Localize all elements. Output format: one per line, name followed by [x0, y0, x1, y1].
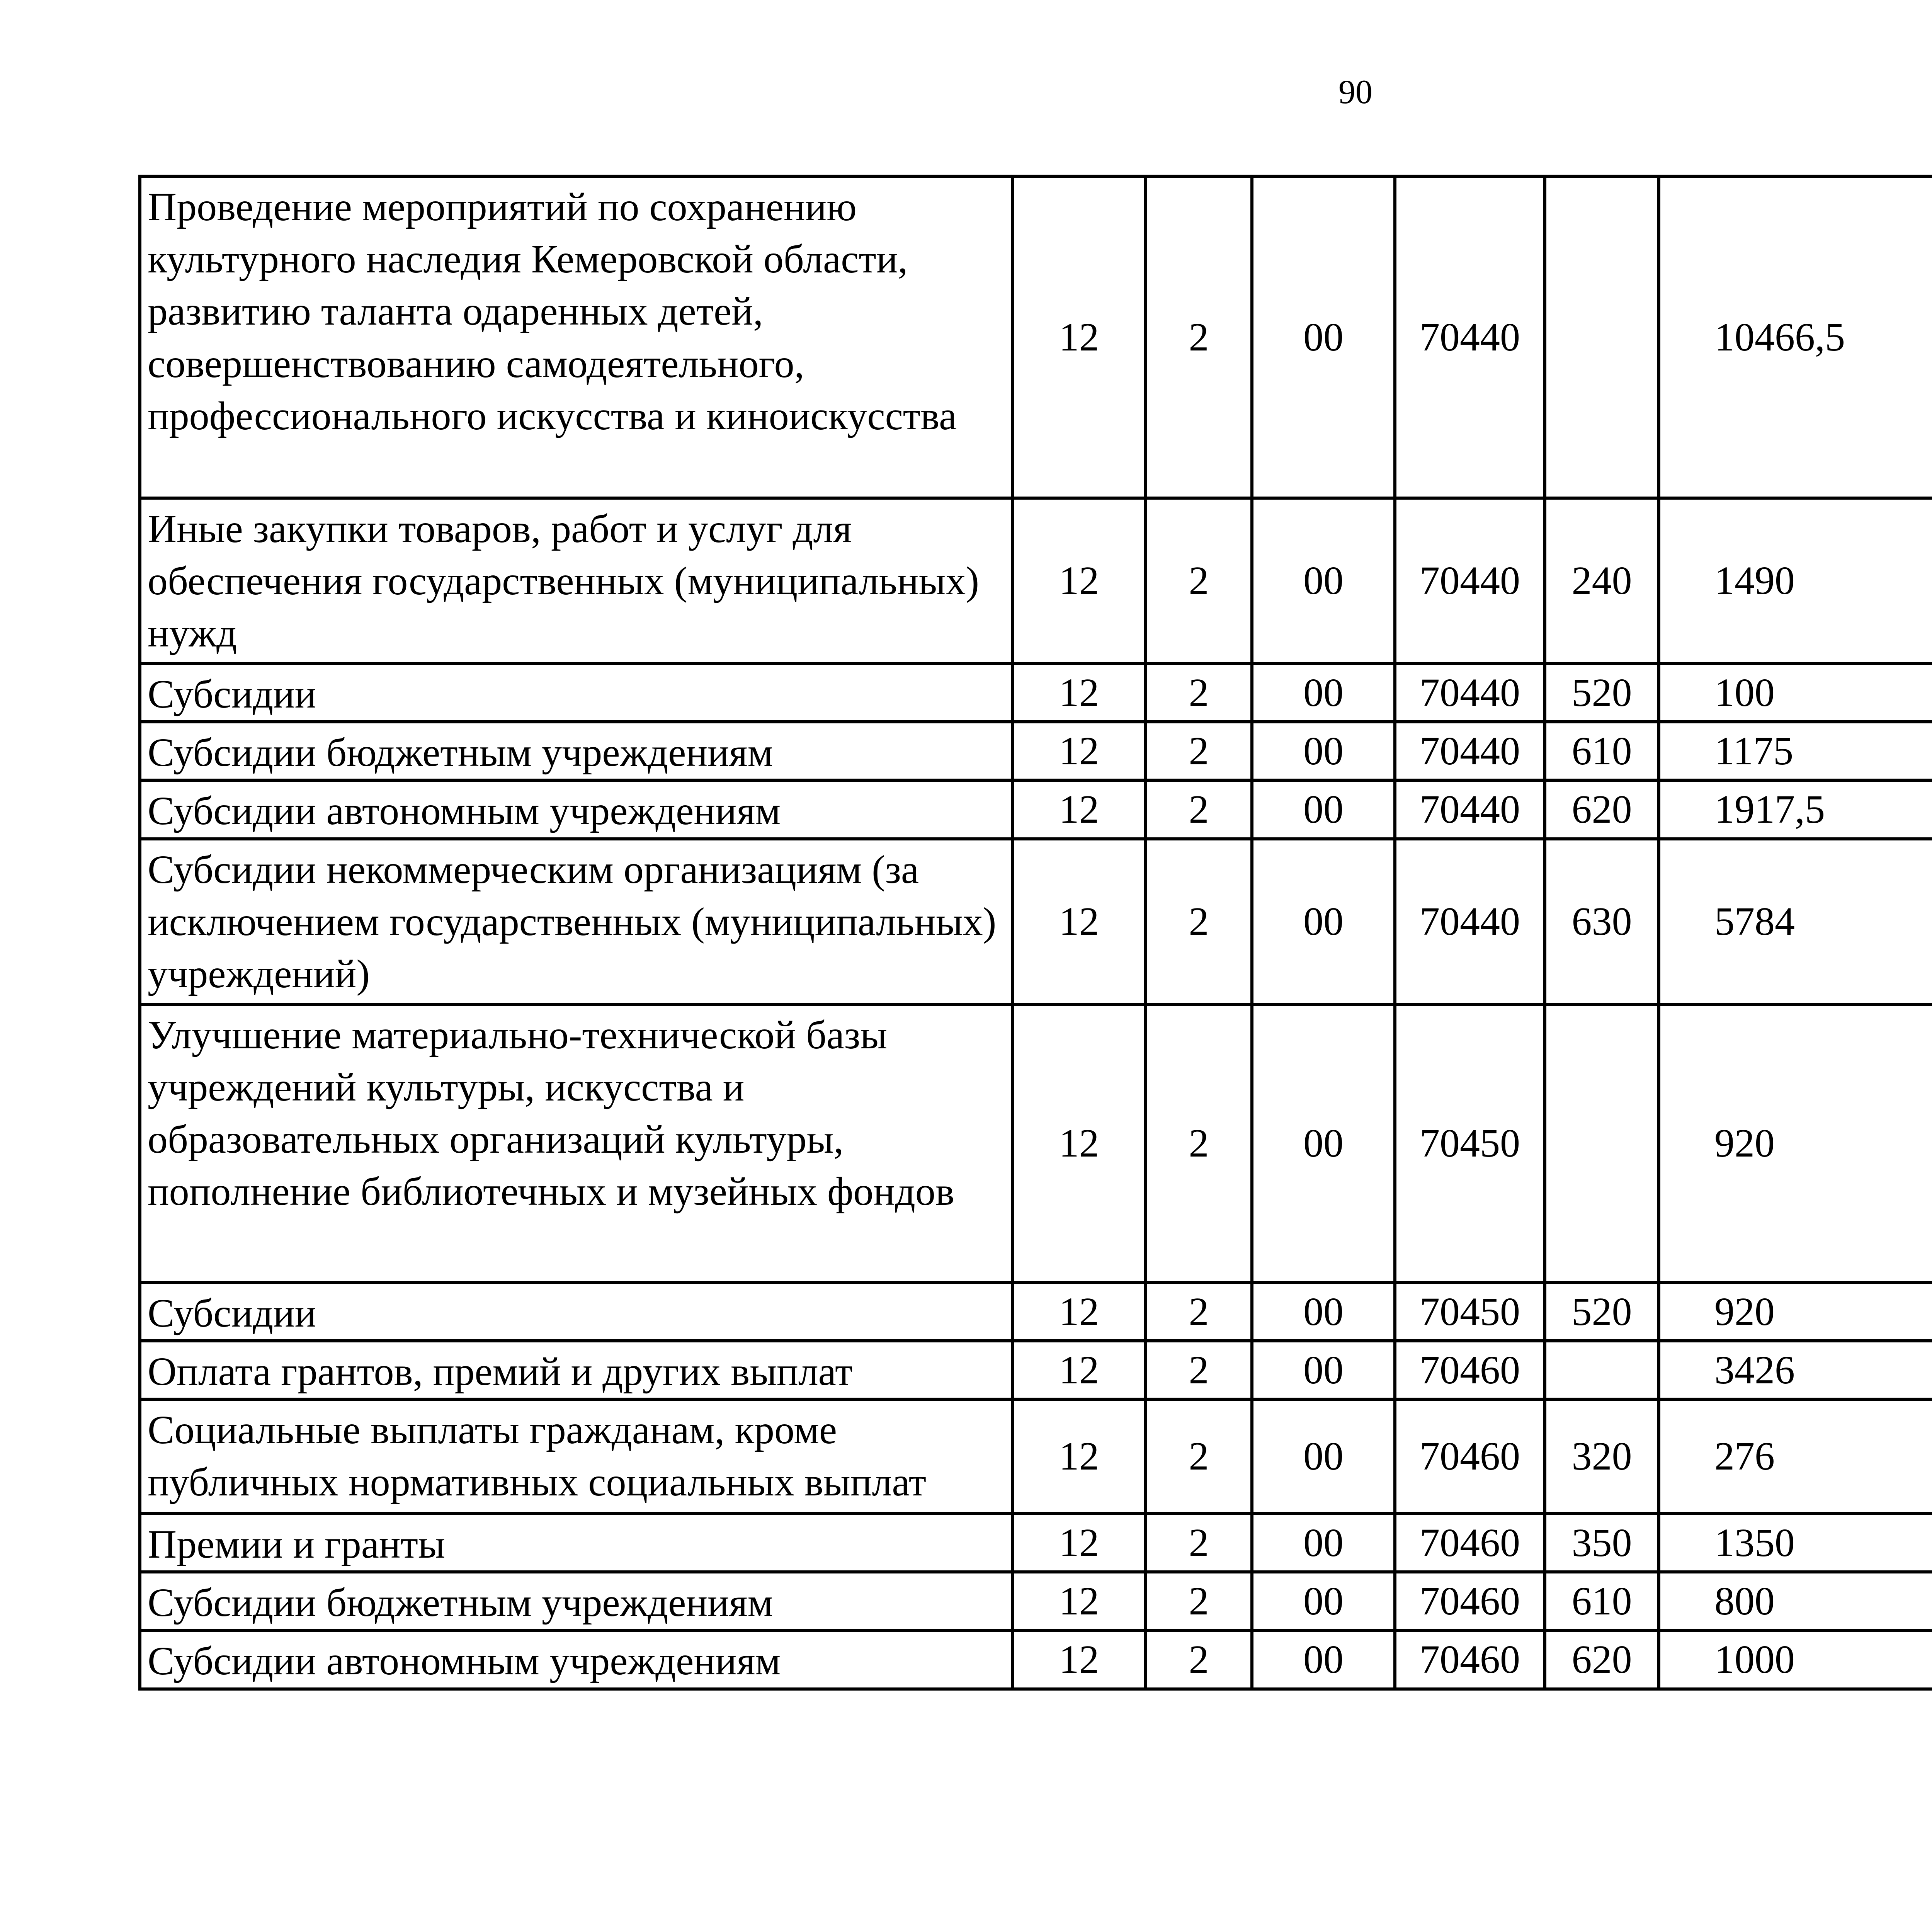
program-code: 2: [1146, 1004, 1252, 1283]
direction-code: 70460: [1395, 1341, 1545, 1399]
subprogram-code: 00: [1252, 1572, 1395, 1630]
program-code: 2: [1146, 176, 1252, 498]
section-code: 12: [1012, 1572, 1146, 1630]
section-code: 12: [1012, 663, 1146, 722]
subprogram-code: 00: [1252, 1514, 1395, 1572]
amount-year-1: 1000: [1659, 1630, 1932, 1689]
table-row: [140, 839, 1932, 1004]
table-row: [140, 498, 1932, 663]
table-row: [140, 1399, 1932, 1514]
amount-year-1: 1175: [1659, 722, 1932, 780]
amount-year-1: 10466,5: [1659, 176, 1932, 498]
amount-year-1: 800: [1659, 1572, 1932, 1630]
subprogram-code: 00: [1252, 176, 1395, 498]
row-name: Субсидии автономным учреждениям: [140, 780, 1012, 839]
table-row: [140, 1514, 1932, 1572]
subprogram-code: 00: [1252, 1399, 1395, 1514]
program-code: 2: [1146, 1514, 1252, 1572]
section-code: 12: [1012, 1630, 1146, 1689]
subprogram-code: 00: [1252, 780, 1395, 839]
amount-year-1: 100: [1659, 663, 1932, 722]
table-row: [140, 722, 1932, 780]
row-name: Премии и гранты: [140, 1514, 1012, 1572]
row-name: Субсидии автономным учреждениям: [140, 1630, 1012, 1689]
program-code: 2: [1146, 839, 1252, 1004]
direction-code: 70440: [1395, 498, 1545, 663]
subprogram-code: 00: [1252, 1004, 1395, 1283]
subprogram-code: 00: [1252, 839, 1395, 1004]
budget-table: [138, 175, 1932, 1691]
section-code: 12: [1012, 1283, 1146, 1341]
program-code: 2: [1146, 498, 1252, 663]
row-name: Субсидии бюджетным учреждениям: [140, 1572, 1012, 1630]
program-code: 2: [1146, 1630, 1252, 1689]
table-row: [140, 663, 1932, 722]
section-code: 12: [1012, 1399, 1146, 1514]
section-code: 12: [1012, 780, 1146, 839]
row-name: Субсидии бюджетным учреждениям: [140, 722, 1012, 780]
row-name: Субсидии некоммерческим организациям (за исключением государственных (муниципальных) учреждений): [140, 839, 1012, 1004]
direction-code: 70450: [1395, 1283, 1545, 1341]
page-number: 90: [1338, 73, 1372, 111]
row-name: Социальные выплаты гражданам, кроме публичных нормативных социальных выплат: [140, 1399, 1012, 1514]
program-code: 2: [1146, 780, 1252, 839]
row-name: Субсидии: [140, 1283, 1012, 1341]
section-code: 12: [1012, 722, 1146, 780]
subprogram-code: 00: [1252, 1630, 1395, 1689]
section-code: 12: [1012, 176, 1146, 498]
expense-type-code: 240: [1545, 498, 1659, 663]
amount-year-1: 1350: [1659, 1514, 1932, 1572]
amount-year-1: 276: [1659, 1399, 1932, 1514]
table-row: [140, 1341, 1932, 1399]
section-code: 12: [1012, 1341, 1146, 1399]
direction-code: 70440: [1395, 780, 1545, 839]
subprogram-code: 00: [1252, 722, 1395, 780]
table-row: [140, 1283, 1932, 1341]
expense-type-code: 620: [1545, 1630, 1659, 1689]
direction-code: 70440: [1395, 176, 1545, 498]
program-code: 2: [1146, 1399, 1252, 1514]
amount-year-1: 1917,5: [1659, 780, 1932, 839]
subprogram-code: 00: [1252, 1341, 1395, 1399]
direction-code: 70440: [1395, 722, 1545, 780]
row-name: Улучшение материально-технической базы учреждений культуры, искусства и образовательных организаций культуры, пополнение библиотечных и музейных фондов: [140, 1004, 1012, 1283]
amount-year-1: 920: [1659, 1004, 1932, 1283]
direction-code: 70460: [1395, 1514, 1545, 1572]
section-code: 12: [1012, 1514, 1146, 1572]
row-name: Проведение мероприятий по сохранению культурного наследия Кемеровской области, развитию таланта одаренных детей, совершенствованию самодеятельного, профессионального искусства и киноискусства: [140, 176, 1012, 498]
table-row: [140, 176, 1932, 498]
row-name: Оплата грантов, премий и других выплат: [140, 1341, 1012, 1399]
direction-code: 70440: [1395, 663, 1545, 722]
program-code: 2: [1146, 1341, 1252, 1399]
direction-code: 70450: [1395, 1004, 1545, 1283]
expense-type-code: 520: [1545, 1283, 1659, 1341]
section-code: 12: [1012, 498, 1146, 663]
row-name: Субсидии: [140, 663, 1012, 722]
amount-year-1: 920: [1659, 1283, 1932, 1341]
direction-code: 70460: [1395, 1399, 1545, 1514]
expense-type-code: 610: [1545, 1572, 1659, 1630]
subprogram-code: 00: [1252, 498, 1395, 663]
subprogram-code: 00: [1252, 663, 1395, 722]
table-row: [140, 1572, 1932, 1630]
expense-type-code: 520: [1545, 663, 1659, 722]
expense-type-code: 610: [1545, 722, 1659, 780]
direction-code: 70440: [1395, 839, 1545, 1004]
amount-year-1: 5784: [1659, 839, 1932, 1004]
section-code: 12: [1012, 1004, 1146, 1283]
subprogram-code: 00: [1252, 1283, 1395, 1341]
program-code: 2: [1146, 1572, 1252, 1630]
expense-type-code: 320: [1545, 1399, 1659, 1514]
table-row: [140, 1004, 1932, 1283]
direction-code: 70460: [1395, 1572, 1545, 1630]
program-code: 2: [1146, 722, 1252, 780]
amount-year-1: 3426: [1659, 1341, 1932, 1399]
table-row: [140, 780, 1932, 839]
direction-code: 70460: [1395, 1630, 1545, 1689]
program-code: 2: [1146, 1283, 1252, 1341]
expense-type-code: 620: [1545, 780, 1659, 839]
row-name: Иные закупки товаров, работ и услуг для обеспечения государственных (муниципальных) нужд: [140, 498, 1012, 663]
section-code: 12: [1012, 839, 1146, 1004]
amount-year-1: 1490: [1659, 498, 1932, 663]
expense-type-code: 350: [1545, 1514, 1659, 1572]
expense-type-code: [1545, 1004, 1659, 1283]
table-row: [140, 1630, 1932, 1689]
expense-type-code: [1545, 1341, 1659, 1399]
program-code: 2: [1146, 663, 1252, 722]
expense-type-code: 630: [1545, 839, 1659, 1004]
expense-type-code: [1545, 176, 1659, 498]
